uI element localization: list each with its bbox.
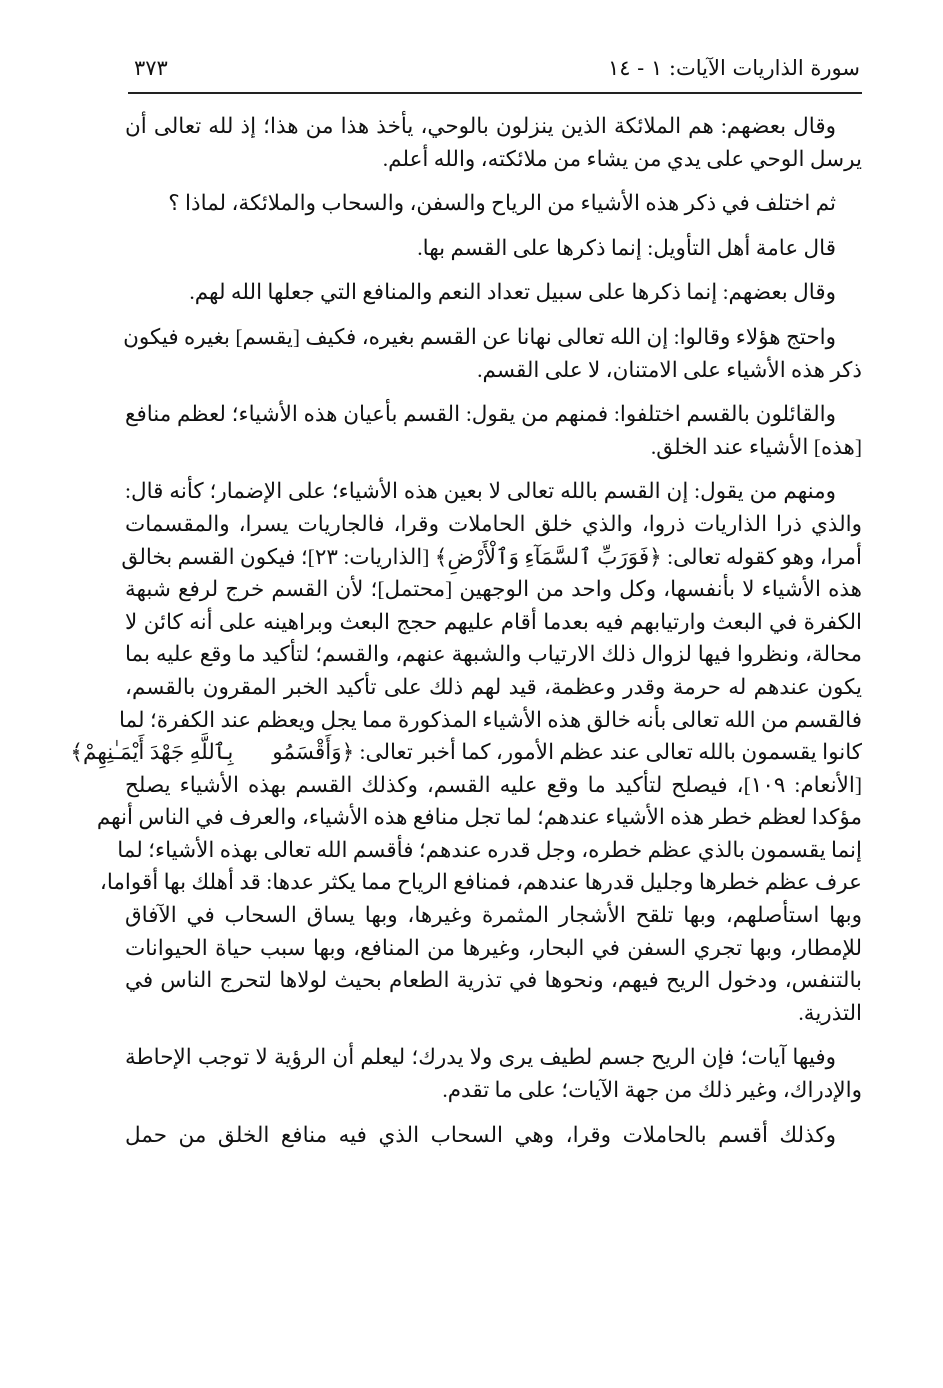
text-line: ذكر هذه الأشياء على الامتنان، لا على القسم.: [477, 357, 862, 382]
text-line: مؤكدا لعظم خطر هذه الأشياء عندهم؛ لما تجل منافع هذه الأشياء، والعرف في الناس أنهم: [96, 805, 862, 830]
running-header: [128, 52, 860, 92]
paragraph: [70, 475, 862, 1029]
text-line: وفيها آيات؛ فإن الريح جسم لطيف يرى ولا يدرك؛ ليعلم أن الرؤية لا توجب الإحاطة: [125, 1045, 836, 1070]
text-line: إنما يقسمون بالذي عظم خطره، وجل قدره عندهم؛ فأقسم الله تعالى بهذه الأشياء؛ لما: [117, 837, 862, 862]
paragraph: [125, 187, 862, 220]
text-line: والقائلون بالقسم اختلفوا: فمنهم من يقول: القسم بأعيان هذه الأشياء؛ لعظم منافع: [125, 402, 836, 427]
header-rule: [128, 92, 862, 94]
text-line: بالتنفس، ودخول الريح فيهم، ونحوها في تذرية الطعام بحيث لولاها لتحرج الناس في: [125, 968, 862, 993]
text-line: [الأنعام: ١٠٩]، فيصلح لتأكيد ما وقع عليه القسم، وكذلك القسم بهذه الأشياء يصلح: [125, 772, 862, 797]
text-line: كانوا يقسمون بالله تعالى عند عظم الأمور، كما أخبر تعالى: ﴿وَأَقْسَمُوا۟ بِٱللَّهِ جَهْدَ أَيْمَـٰنِهِمْ﴾: [70, 740, 862, 765]
paragraph: [125, 1119, 862, 1152]
paragraph: [125, 321, 862, 386]
text-line: هذه الأشياء لا بأنفسها، وكل واحد من الوجهين [محتمل]؛ لأن القسم خرج لرفع شبهة: [125, 577, 862, 602]
text-line: ومنهم من يقول: إن القسم بالله تعالى لا بعين هذه الأشياء؛ على الإضمار؛ كأنه قال:: [125, 479, 836, 504]
text-line: للإمطار، وبها تجري السفن في البحار، وغيرها من المنافع، وبها سبب حياة الحيوانات: [125, 935, 862, 960]
text-line: والذي ذرا الذاريات ذروا، والذي خلق الحاملات وقرا، فالجاريات يسرا، والمقسمات: [125, 511, 862, 536]
paragraph: [125, 276, 862, 309]
text-line: واحتج هؤلاء وقالوا: إن الله تعالى نهانا عن القسم بغيره، فكيف [يقسم] بغيره فيكون: [123, 324, 836, 349]
text-line: وقال بعضهم: هم الملائكة الذين ينزلون بالوحي، يأخذ هذا من هذا؛ إذ لله تعالى أن: [125, 114, 836, 138]
text-line: عرف عظم خطرها وجليل قدرها عندهم، فمنافع الرياح مما يكثر عدها: قد أهلك بها أقواما،: [99, 870, 862, 895]
text-line: فالقسم من الله تعالى بأنه خالق هذه الأشياء المذكورة مما يجل ويعظم عند الكفرة؛ لما: [119, 707, 862, 732]
page-number: ٣٧٣: [134, 56, 168, 80]
paragraph: [125, 1041, 862, 1106]
text-line: [هذه] الأشياء عند الخلق.: [650, 434, 862, 459]
paragraph: [125, 110, 862, 175]
text-line: الكفرة في البعث وارتيابهم فيه بعدما أقام عليهم حجج البعث وبراهينه على أنه كائن لا: [125, 609, 862, 634]
chapter-title: سورة الذاريات الآيات: ١ - ١٤: [607, 56, 860, 80]
text-line: قال عامة أهل التأويل: إنما ذكرها على القسم بها.: [417, 235, 836, 260]
text-line: محالة، ونظروا فيها لزوال ذلك الارتياب والشبهة عنهم، والقسم؛ لتأكيد ما وقع عليه بما: [125, 642, 862, 667]
paragraph: [125, 398, 862, 463]
text-line: وبها استأصلهم، وبها تلقح الأشجار المثمرة وغيرها، وبها يساق السحاب في الآفاق: [125, 903, 862, 928]
text-line: أمرا، وهو كقوله تعالى: ﴿فَوَرَبِّ ٱلسَّمَآءِ وَٱلْأَرْضِ﴾ [الذاريات: ٢٣]؛ فيكون القسم بخالق: [121, 544, 862, 569]
text-line: وقال بعضهم: إنما ذكرها على سبيل تعداد النعم والمنافع التي جعلها الله لهم.: [189, 280, 836, 305]
text-line: يرسل الوحي على يدي من يشاء من ملائكته، والله أعلم.: [382, 146, 862, 171]
paragraph: [125, 232, 862, 265]
text-line: يكون عندهم له حرمة وقدر وعظمة، قيد لهم ذلك على تأكيد الخبر المقرون بالقسم،: [125, 674, 862, 699]
text-line: التذرية.: [798, 1000, 862, 1025]
text-line: وكذلك أقسم بالحاملات وقرا، وهي السحاب الذي فيه منافع الخلق من حمل: [125, 1122, 836, 1147]
text-line: ثم اختلف في ذكر هذه الأشياء من الرياح والسفن، والسحاب والملائكة، لماذا ؟: [168, 191, 836, 216]
text-line: والإدراك، وغير ذلك من جهة الآيات؛ على ما تقدم.: [442, 1078, 862, 1103]
page-body: [70, 110, 862, 1163]
